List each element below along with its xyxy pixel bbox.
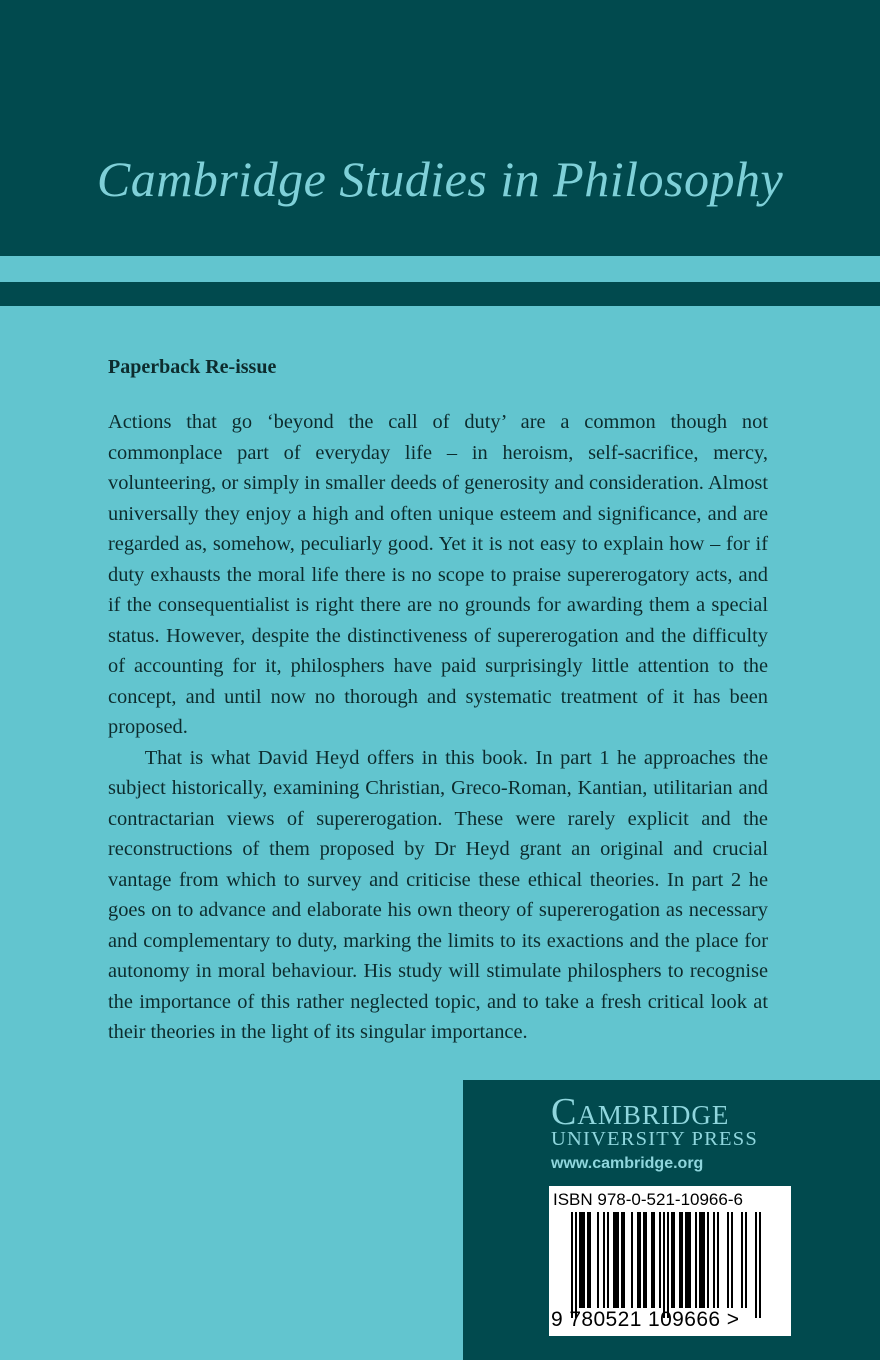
barcode-bar bbox=[671, 1212, 673, 1308]
stripe-dark bbox=[0, 282, 880, 306]
barcode-bar bbox=[587, 1212, 589, 1308]
blurb-heading: Paperback Re-issue bbox=[108, 356, 277, 378]
stripe-light bbox=[0, 256, 880, 282]
barcode-bar bbox=[687, 1212, 689, 1308]
isbn-label: ISBN 978-0-521-10966-6 bbox=[553, 1190, 743, 1209]
barcode-digits: 9 780521 109666 > bbox=[551, 1308, 740, 1331]
barcode-bar bbox=[713, 1212, 715, 1308]
publisher-box bbox=[463, 1080, 880, 1360]
barcode-bar bbox=[615, 1212, 617, 1308]
barcode-bar bbox=[653, 1212, 655, 1308]
barcode-bar bbox=[637, 1212, 639, 1308]
blurb-paragraph-1: Actions that go ‘beyond the call of duty’ are a common though not commonplace part of everyday life – in heroism, self-sacrifice, mercy, volunteering, or simply in smaller deeds of generosity and consideration. Almost universally they enjoy a high and often unique esteem and significance, and are regarded as, somehow, peculiarly good. Yet it is not easy to explain how – for if duty exhausts the moral life there is no scope to praise supererogatory acts, and if the consequentialist is right there are no grounds for awarding them a special status. However, despite the distinctiveness of supererogation and the difficulty of accounting for it, philosphers have paid surprisingly little attention to the concept, and until now no thorough and systematic treatment of it has been proposed. bbox=[108, 411, 768, 738]
barcode-bar bbox=[681, 1212, 683, 1308]
barcode-bar bbox=[689, 1212, 691, 1308]
barcode-bar bbox=[745, 1212, 747, 1308]
barcode-bar bbox=[581, 1212, 583, 1308]
barcode-bar bbox=[631, 1212, 633, 1308]
barcode-bar bbox=[699, 1212, 701, 1308]
barcode-bar bbox=[575, 1212, 577, 1318]
barcode-bar bbox=[645, 1212, 647, 1308]
barcode-bar bbox=[589, 1212, 591, 1308]
barcode-bar bbox=[707, 1212, 709, 1308]
barcode-bar bbox=[597, 1212, 599, 1308]
barcode-bar bbox=[755, 1212, 757, 1318]
barcode-bar bbox=[701, 1212, 703, 1308]
barcode-bar bbox=[607, 1212, 609, 1308]
blurb-text bbox=[108, 407, 768, 1048]
barcode-bar bbox=[741, 1212, 743, 1308]
barcode-bar bbox=[727, 1212, 729, 1308]
barcode-bar bbox=[759, 1212, 761, 1318]
barcode-bar bbox=[667, 1212, 669, 1318]
publisher-name: Cambridge bbox=[551, 1091, 730, 1133]
barcode-bar bbox=[685, 1212, 687, 1308]
barcode-bar bbox=[679, 1212, 681, 1308]
barcode-bar bbox=[603, 1212, 605, 1308]
barcode-bar bbox=[673, 1212, 675, 1308]
publisher-url: www.cambridge.org bbox=[551, 1155, 704, 1172]
barcode-bar bbox=[571, 1212, 573, 1318]
barcode-bar bbox=[695, 1212, 697, 1308]
barcode-bar bbox=[621, 1212, 623, 1308]
top-band bbox=[0, 0, 880, 256]
barcode-bar bbox=[617, 1212, 619, 1308]
barcode-bar bbox=[663, 1212, 665, 1318]
barcode-bar bbox=[639, 1212, 641, 1308]
blurb-paragraph-2: That is what David Heyd offers in this book. In part 1 he approaches the subject historically, examining Christian, Greco-Roman, Kantian, utilitarian and contractarian views of supererogation. These were rarely explicit and the reconstructions of them proposed by Dr Heyd grant an original and crucial vantage from which to survey and criticise these ethical theories. In part 2 he goes on to advance and elaborate his own theory of supererogation as necessary and complementary to duty, marking the limits to its exactions and the place for autonomy in moral behaviour. His study will stimulate philosphers to recognise the importance of this rather neglected topic, and to take a fresh critical look at their theories in the light of its singular importance. bbox=[108, 746, 768, 1043]
barcode-bar bbox=[703, 1212, 705, 1308]
barcode-bar bbox=[643, 1212, 645, 1308]
barcode-bar bbox=[717, 1212, 719, 1308]
publisher-subtitle: UNIVERSITY PRESS bbox=[551, 1128, 758, 1150]
series-title: Cambridge Studies in Philosophy bbox=[96, 151, 784, 207]
barcode-box bbox=[549, 1186, 791, 1336]
barcode-bar bbox=[579, 1212, 581, 1308]
barcode-bar bbox=[731, 1212, 733, 1308]
barcode-bar bbox=[583, 1212, 585, 1308]
barcode-bar bbox=[613, 1212, 615, 1308]
barcode-bar bbox=[623, 1212, 625, 1308]
barcode-bar bbox=[651, 1212, 653, 1308]
barcode-bar bbox=[659, 1212, 661, 1308]
